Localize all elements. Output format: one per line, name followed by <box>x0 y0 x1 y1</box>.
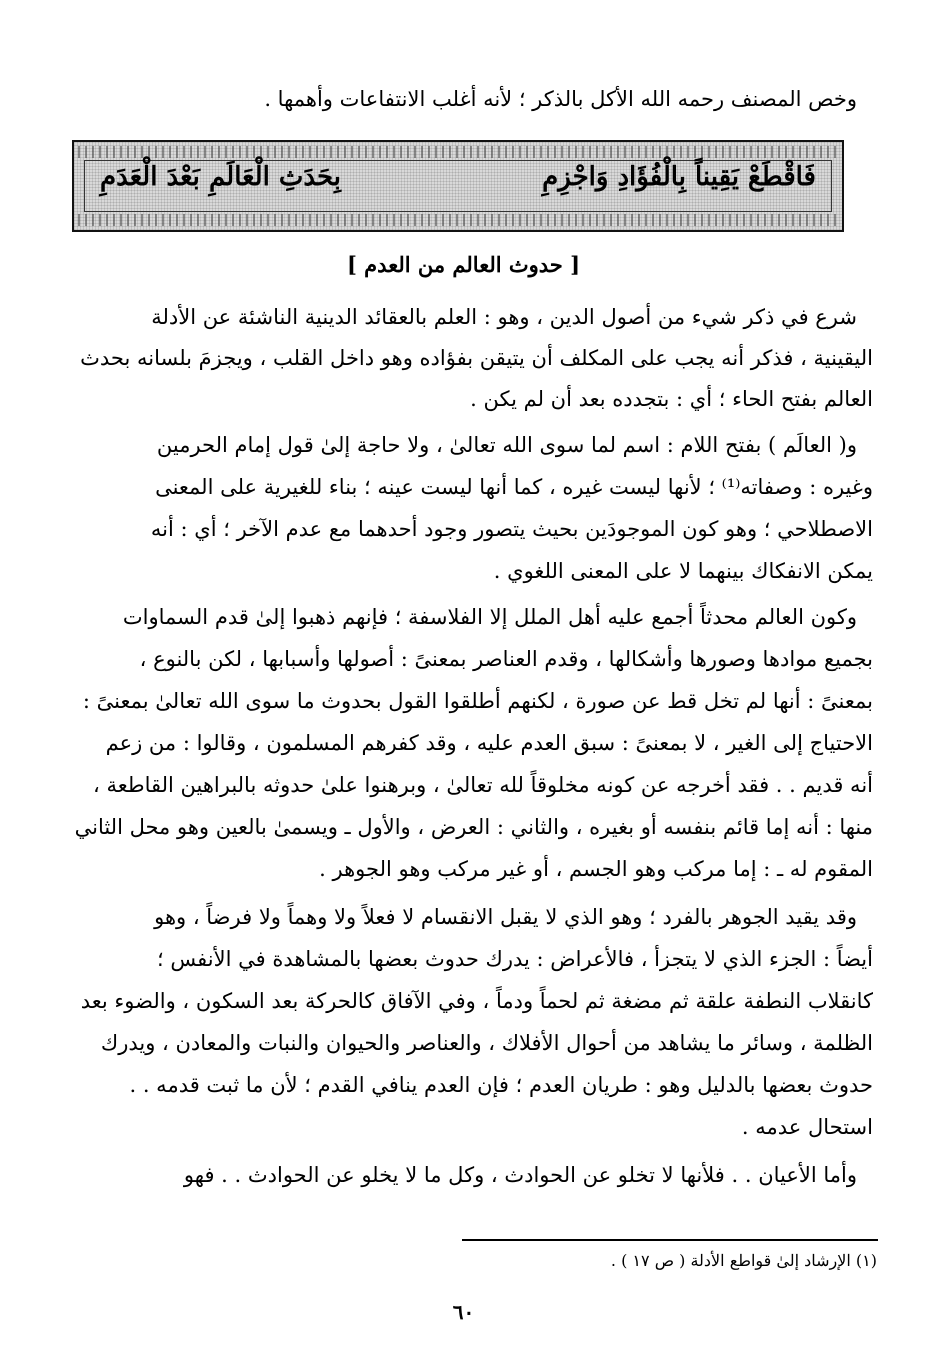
text-line: يمكن الانفكاك بينهما لا على المعنى اللغوي . <box>493 559 873 583</box>
text-line: وغيره : وصفاته⁽¹⁾ ؛ لأنها ليست غيره ، كما أنها ليست عينه ؛ بناء للغيرية على المعنى <box>155 475 873 499</box>
text-line: شرع في ذكر شيء من أصول الدين ، وهو : العلم بالعقائد الدينية الناشئة عن الأدلة <box>151 305 857 329</box>
text-line: أنه قديم . . فقد أخرجه عن كونه مخلوقاً لله تعالىٰ ، وبرهنوا علىٰ حدوثه بالبراهين القاطعة ، <box>93 773 873 797</box>
text-line: وقد يقيد الجوهر بالفرد ؛ وهو الذي لا يقبل الانقسام لا فعلاً ولا وهماً ولا فرضاً ، وهو <box>154 905 857 929</box>
text-line: منها : أنه إما قائم بنفسه أو بغيره ، والثاني : العرض ، والأول ـ ويسمىٰ بالعين وهو محل الثاني <box>74 815 873 839</box>
page-number: ٦٠ <box>452 1300 475 1324</box>
section-heading: [ حدوث العالم من العدم ] <box>346 252 581 277</box>
frame-ornament-top <box>78 146 838 158</box>
intro-line: وخص المصنف رحمه الله الأكل بالذكر ؛ لأنه أغلب الانتفاعات وأهمها . <box>264 87 857 111</box>
text-line: حدوث بعضها بالدليل وهو : طريان العدم ؛ فإن العدم ينافي القدم ؛ لأن ما ثبت قدمه . . <box>129 1073 873 1097</box>
text-line: بمعنىً : أنها لم تخل قط عن صورة ، لكنهم أطلقوا القول بحدوث ما سوى الله تعالىٰ بمعنىً : <box>82 689 873 713</box>
text-line: اليقينية ، فذكر أنه يجب على المكلف أن يتيقن بفؤاده وهو داخل القلب ، ويجزمَ بلسانه بحدث <box>80 346 873 370</box>
footnote-divider <box>462 1239 878 1241</box>
verse-second-hemistich: بِحَدَثِ الْعَالَمِ بَعْدَ الْعَدَمِ <box>100 162 341 192</box>
text-line: استحال عدمه . <box>741 1115 873 1139</box>
text-line: الاحتياج إلى الغير ، لا بمعنىً : سبق العدم عليه ، وقد كفرهم المسلمون ، وقالوا : من زعم <box>105 731 873 755</box>
text-line: المقوم له ـ : إما مركب وهو الجسم ، أو غير مركب وهو الجوهر . <box>319 857 873 881</box>
footnote: (١) الإرشاد إلىٰ قواطع الأدلة ( ص ١٧ ) . <box>610 1251 877 1270</box>
text-line: العالم بفتح الحاء ؛ أي : بتجدده بعد أن لم يكن . <box>470 387 873 411</box>
text-line: الاصطلاحي ؛ وهو كون الموجودَين بحيث يتصور وجود أحدهما مع عدم الآخر ؛ أي : أنه <box>150 517 873 541</box>
text-line: أيضاً : الجزء الذي لا يتجزأ ، فالأعراض : يدرك حدوث بعضها بالمشاهدة في الأنفس ؛ <box>157 947 873 971</box>
text-line: وأما الأعيان . . فلأنها لا تخلو عن الحوادث ، وكل ما لا يخلو عن الحوادث . . فهو <box>183 1163 857 1187</box>
verse-first-hemistich: فَاقْطَعْ يَقِيناً بِالْفُؤَادِ وَاجْزِمِ <box>542 162 816 192</box>
frame-ornament-bottom <box>78 214 838 226</box>
text-line: الظلمة ، وسائر ما يشاهد من أحوال الأفلاك ، والعناصر والحيوان والنبات والمعادن ، ويدرك <box>100 1031 873 1055</box>
text-line: بجميع موادها وصورها وأشكالها ، وقدم العناصر بمعنىً : أصولها وأسبابها ، لكن بالنوع ، <box>139 647 873 671</box>
text-line: و( العالَم ) بفتح اللام : اسم لما سوى الله تعالىٰ ، ولا حاجة إلىٰ قول إمام الحرمين <box>156 433 857 457</box>
text-line: كانقلاب النطفة علقة ثم مضغة ثم لحماً ودماً ، وفي الآفاق كالحركة بعد السكون ، والضوء بعد <box>80 989 873 1013</box>
verse-frame <box>72 140 844 232</box>
text-line: وكون العالم محدثاً أجمع عليه أهل الملل إلا الفلاسفة ؛ فإنهم ذهبوا إلىٰ قدم السماوات <box>122 605 857 629</box>
